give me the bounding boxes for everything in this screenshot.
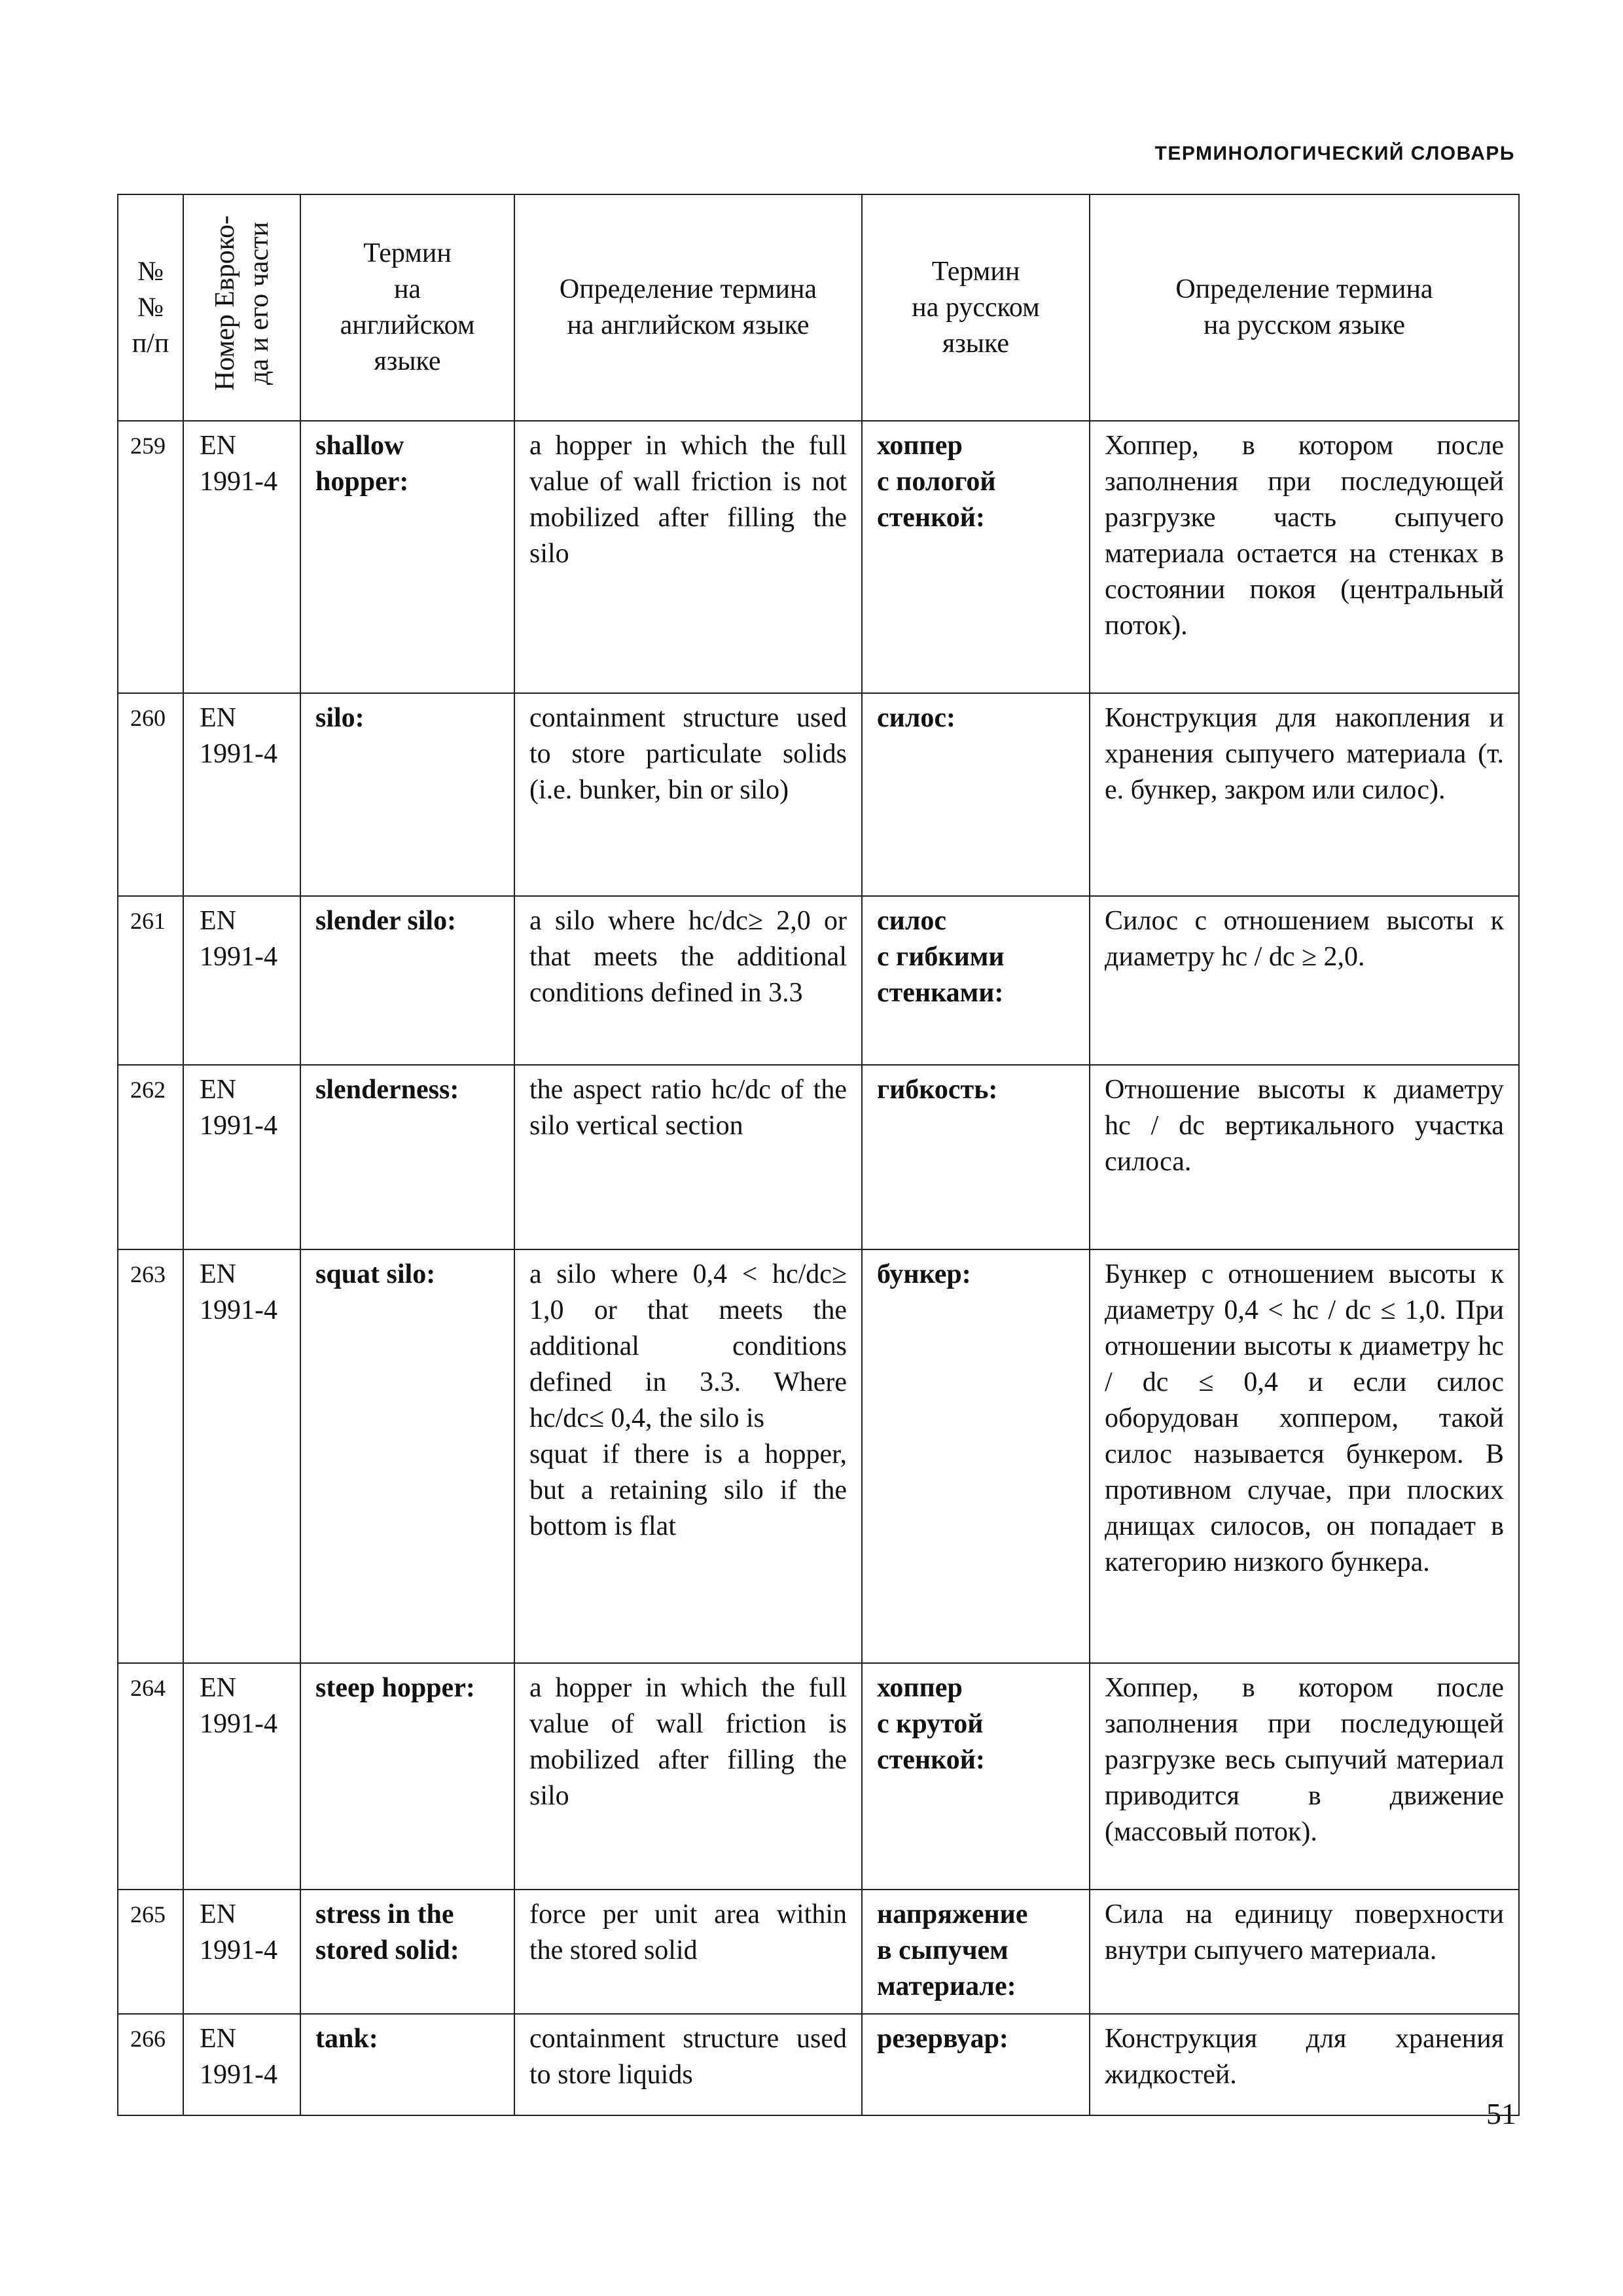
term-en: tank: [300, 2014, 514, 2115]
table-row [118, 1249, 1519, 1663]
table-row [118, 693, 1519, 896]
row-number: 261 [118, 896, 183, 1065]
row-number: 259 [118, 421, 183, 693]
eurocode-number: EN 1991-4 [183, 421, 300, 693]
term-ru: хоппер с крутой стенкой: [862, 1663, 1090, 1890]
table-row [118, 1065, 1519, 1249]
table-row [118, 421, 1519, 693]
running-head: ТЕРМИНОЛОГИЧЕСКИЙ СЛОВАРЬ [1154, 143, 1515, 164]
term-ru: силос с гибкими стенками: [862, 896, 1090, 1065]
definition-ru: Силос с отношением высоты к диаметру hc / dc ≥ 2,0. [1090, 896, 1519, 1065]
term-ru: напряжение в сыпучем материале: [862, 1890, 1090, 2014]
term-ru: бункер: [862, 1249, 1090, 1663]
definition-ru: Конструкция для накопления и хранения сыпучего материала (т. е. бункер, закром или силос). [1090, 693, 1519, 896]
term-ru: силос: [862, 693, 1090, 896]
row-number: 262 [118, 1065, 183, 1249]
header-term-ru: Термин на русском языке [862, 194, 1090, 421]
page-number: 51 [1486, 2097, 1516, 2130]
eurocode-number: EN 1991-4 [183, 1065, 300, 1249]
term-en: slender silo: [300, 896, 514, 1065]
term-en: slenderness: [300, 1065, 514, 1249]
row-number: 260 [118, 693, 183, 896]
eurocode-number: EN 1991-4 [183, 1249, 300, 1663]
definition-en: a silo where 0,4 < hc/dc≥ 1,0 or that meets the additional conditions defined in 3.3. Where hc/dc≤ 0,4, the silo is squat if there is a hopper, but a retaining silo if the bottom is flat [514, 1249, 862, 1663]
row-number: 264 [118, 1663, 183, 1890]
header-def-ru: Определение термина на русском языке [1090, 194, 1519, 421]
term-en: shallow hopper: [300, 421, 514, 693]
definition-ru: Сила на единицу поверхности внутри сыпучего материала. [1090, 1890, 1519, 2014]
definition-ru: Хоппер, в котором после заполнения при последующей разгрузке часть сыпучего материала остается на стенках в состоянии покоя (центральный поток). [1090, 421, 1519, 693]
term-ru: гибкость: [862, 1065, 1090, 1249]
term-en: stress in the stored solid: [300, 1890, 514, 2014]
row-number: 263 [118, 1249, 183, 1663]
definition-ru: Хоппер, в котором после заполнения при последующей разгрузке весь сыпучий материал приводится в движение (массовый поток). [1090, 1663, 1519, 1890]
eurocode-number: EN 1991-4 [183, 896, 300, 1065]
definition-en: a hopper in which the full value of wall friction is not mobilized after filling the silo [514, 421, 862, 693]
definition-en: a silo where hc/dc≥ 2,0 or that meets the additional conditions defined in 3.3 [514, 896, 862, 1065]
term-ru: хоппер с пологой стенкой: [862, 421, 1090, 693]
header-def-en: Определение термина на английском языке [514, 194, 862, 421]
table-row [118, 1663, 1519, 1890]
definition-ru: Конструкция для хранения жидкостей. [1090, 2014, 1519, 2115]
definition-en: force per unit area within the stored solid [514, 1890, 862, 2014]
table-row [118, 1890, 1519, 2014]
term-ru: резервуар: [862, 2014, 1090, 2115]
row-number: 266 [118, 2014, 183, 2115]
term-en: squat silo: [300, 1249, 514, 1663]
definition-ru: Отношение высоты к диаметру hc / dc вертикального участка силоса. [1090, 1065, 1519, 1249]
header-term-en: Термин на английском языке [300, 194, 514, 421]
definition-en: a hopper in which the full value of wall friction is mobilized after filling the silo [514, 1663, 862, 1890]
eurocode-number: EN 1991-4 [183, 2014, 300, 2115]
definition-en: the aspect ratio hc/dc of the silo vertical section [514, 1065, 862, 1249]
header-num: №№ п/п [118, 194, 183, 421]
definition-en: containment structure used to store liquids [514, 2014, 862, 2115]
glossary-table [117, 194, 1520, 2116]
eurocode-number: EN 1991-4 [183, 1663, 300, 1890]
table-row [118, 2014, 1519, 2115]
term-en: steep hopper: [300, 1663, 514, 1890]
eurocode-number: EN 1991-4 [183, 1890, 300, 2014]
definition-ru: Бункер с отношением высоты к диаметру 0,4 < hc / dc ≤ 1,0. При отношении высоты к диаметру hc / dc ≤ 0,4 и если силос оборудован хоппером, такой силос называется бункером. В противном случае, при плоских днищах силосов, он попадает в категорию низкого бункера. [1090, 1249, 1519, 1663]
table-row [118, 896, 1519, 1065]
header-row [118, 194, 1519, 421]
term-en: silo: [300, 693, 514, 896]
row-number: 265 [118, 1890, 183, 2014]
header-code: Номер Евроко- да и его части [183, 194, 300, 421]
definition-en: containment structure used to store particulate solids (i.e. bunker, bin or silo) [514, 693, 862, 896]
eurocode-number: EN 1991-4 [183, 693, 300, 896]
